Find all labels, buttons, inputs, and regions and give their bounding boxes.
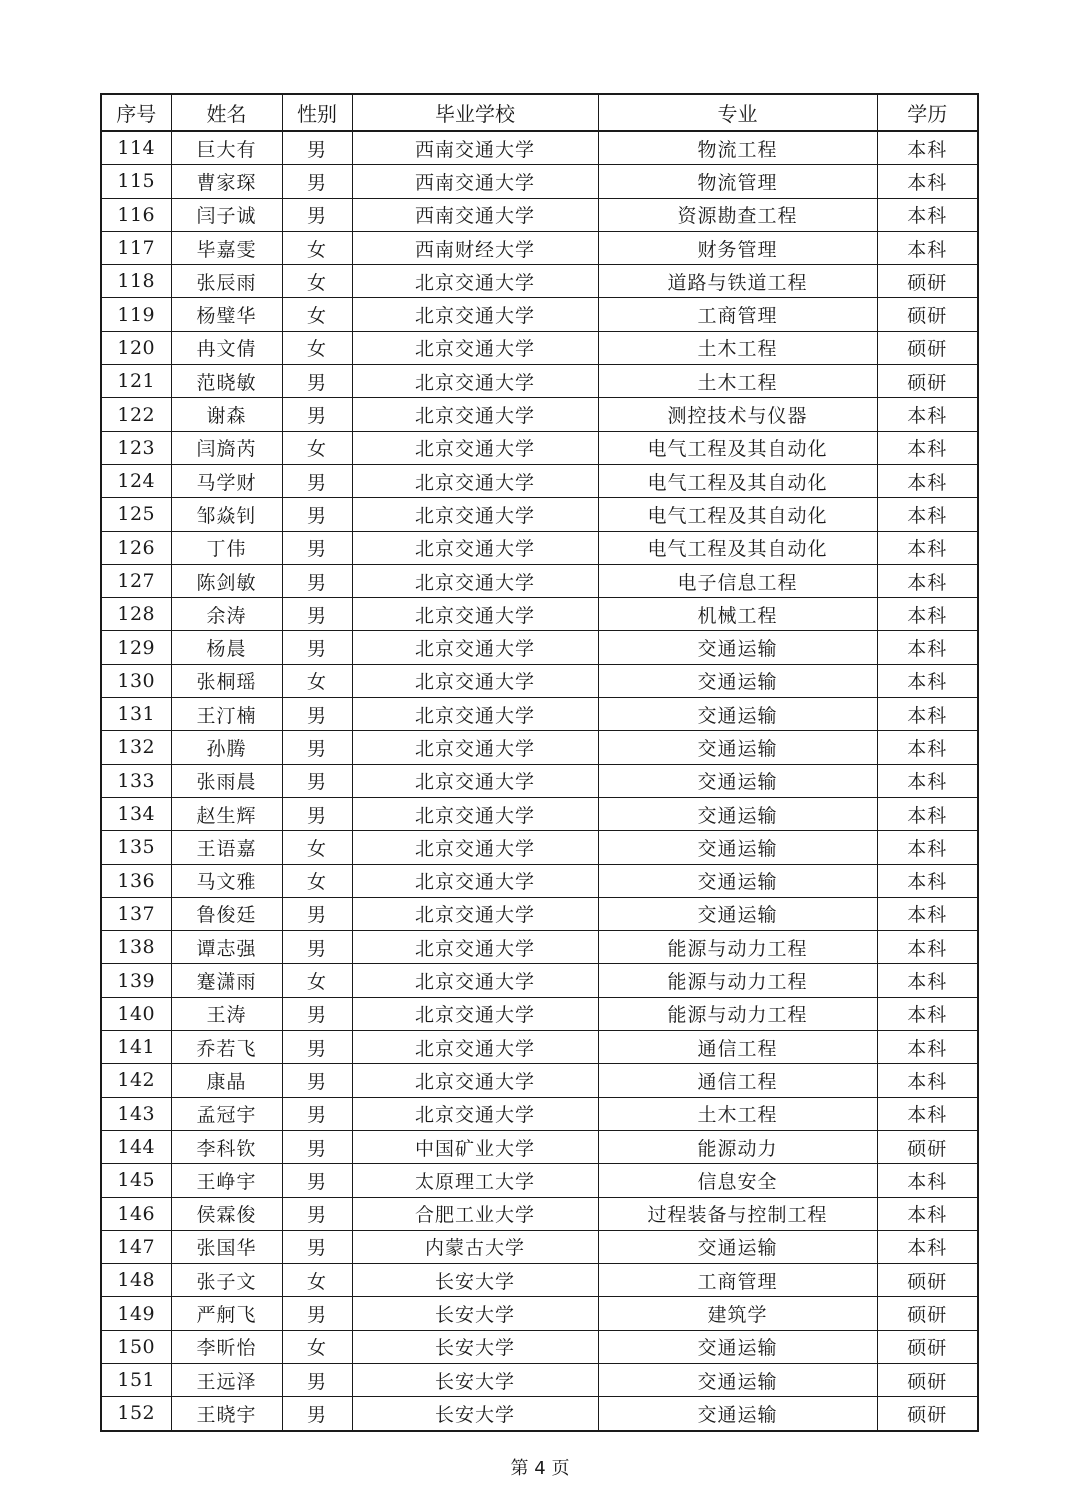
cell-degree: 硕研 bbox=[877, 298, 978, 331]
cell-gender: 男 bbox=[282, 1197, 352, 1230]
cell-degree: 本科 bbox=[877, 464, 978, 497]
cell-name: 闫子诚 bbox=[171, 198, 282, 231]
table-row bbox=[101, 131, 978, 165]
cell-degree: 本科 bbox=[877, 864, 978, 897]
header-gender: 性别 bbox=[282, 94, 352, 131]
cell-major: 过程装备与控制工程 bbox=[598, 1197, 877, 1230]
cell-serial-number: 136 bbox=[101, 864, 171, 897]
table-row bbox=[101, 631, 978, 664]
cell-name: 巨大有 bbox=[171, 131, 282, 165]
table-row bbox=[101, 864, 978, 897]
cell-degree: 本科 bbox=[877, 564, 978, 597]
cell-graduate-school: 北京交通大学 bbox=[352, 997, 598, 1030]
header-graduate-school: 毕业学校 bbox=[352, 94, 598, 131]
cell-serial-number: 120 bbox=[101, 331, 171, 364]
cell-degree: 本科 bbox=[877, 231, 978, 264]
cell-degree: 本科 bbox=[877, 1064, 978, 1097]
cell-serial-number: 114 bbox=[101, 131, 171, 165]
cell-name: 谭志强 bbox=[171, 931, 282, 964]
cell-major: 交通运输 bbox=[598, 698, 877, 731]
cell-gender: 男 bbox=[282, 997, 352, 1030]
cell-degree: 本科 bbox=[877, 831, 978, 864]
table-row bbox=[101, 1264, 978, 1297]
cell-major: 道路与铁道工程 bbox=[598, 265, 877, 298]
cell-serial-number: 116 bbox=[101, 198, 171, 231]
cell-major: 电子信息工程 bbox=[598, 564, 877, 597]
cell-serial-number: 128 bbox=[101, 598, 171, 631]
table-row bbox=[101, 598, 978, 631]
cell-major: 工商管理 bbox=[598, 1264, 877, 1297]
table-row bbox=[101, 231, 978, 264]
table-row bbox=[101, 1330, 978, 1363]
cell-major: 电气工程及其自动化 bbox=[598, 531, 877, 564]
cell-major: 资源勘查工程 bbox=[598, 198, 877, 231]
table-row bbox=[101, 464, 978, 497]
cell-gender: 男 bbox=[282, 1397, 352, 1431]
cell-name: 侯霖俊 bbox=[171, 1197, 282, 1230]
cell-gender: 女 bbox=[282, 231, 352, 264]
cell-degree: 本科 bbox=[877, 698, 978, 731]
cell-degree: 本科 bbox=[877, 498, 978, 531]
cell-degree: 硕研 bbox=[877, 1297, 978, 1330]
cell-graduate-school: 北京交通大学 bbox=[352, 864, 598, 897]
cell-degree: 本科 bbox=[877, 897, 978, 930]
cell-graduate-school: 长安大学 bbox=[352, 1330, 598, 1363]
cell-name: 李科钦 bbox=[171, 1130, 282, 1163]
cell-name: 闫旖芮 bbox=[171, 431, 282, 464]
table-row bbox=[101, 398, 978, 431]
table-row bbox=[101, 298, 978, 331]
cell-graduate-school: 北京交通大学 bbox=[352, 564, 598, 597]
cell-major: 电气工程及其自动化 bbox=[598, 464, 877, 497]
cell-graduate-school: 北京交通大学 bbox=[352, 631, 598, 664]
cell-major: 交通运输 bbox=[598, 864, 877, 897]
cell-degree: 本科 bbox=[877, 664, 978, 697]
cell-name: 杨晨 bbox=[171, 631, 282, 664]
cell-serial-number: 142 bbox=[101, 1064, 171, 1097]
cell-graduate-school: 西南财经大学 bbox=[352, 231, 598, 264]
cell-serial-number: 118 bbox=[101, 265, 171, 298]
cell-major: 能源与动力工程 bbox=[598, 997, 877, 1030]
cell-name: 余涛 bbox=[171, 598, 282, 631]
cell-degree: 本科 bbox=[877, 165, 978, 198]
cell-graduate-school: 北京交通大学 bbox=[352, 1031, 598, 1064]
cell-graduate-school: 北京交通大学 bbox=[352, 698, 598, 731]
cell-degree: 本科 bbox=[877, 631, 978, 664]
cell-graduate-school: 北京交通大学 bbox=[352, 464, 598, 497]
cell-degree: 本科 bbox=[877, 1230, 978, 1263]
cell-gender: 女 bbox=[282, 431, 352, 464]
cell-major: 交通运输 bbox=[598, 1397, 877, 1431]
header-name: 姓名 bbox=[171, 94, 282, 131]
table-row bbox=[101, 531, 978, 564]
cell-major: 能源动力 bbox=[598, 1130, 877, 1163]
cell-serial-number: 122 bbox=[101, 398, 171, 431]
cell-graduate-school: 中国矿业大学 bbox=[352, 1130, 598, 1163]
cell-major: 工商管理 bbox=[598, 298, 877, 331]
cell-graduate-school: 北京交通大学 bbox=[352, 365, 598, 398]
cell-degree: 硕研 bbox=[877, 365, 978, 398]
cell-graduate-school: 北京交通大学 bbox=[352, 1064, 598, 1097]
cell-name: 张桐瑶 bbox=[171, 664, 282, 697]
cell-name: 鲁俊廷 bbox=[171, 897, 282, 930]
cell-name: 马文雅 bbox=[171, 864, 282, 897]
cell-major: 电气工程及其自动化 bbox=[598, 431, 877, 464]
cell-graduate-school: 北京交通大学 bbox=[352, 531, 598, 564]
cell-graduate-school: 北京交通大学 bbox=[352, 831, 598, 864]
cell-degree: 本科 bbox=[877, 931, 978, 964]
cell-graduate-school: 合肥工业大学 bbox=[352, 1197, 598, 1230]
table-row bbox=[101, 997, 978, 1030]
cell-major: 物流管理 bbox=[598, 165, 877, 198]
cell-name: 王涛 bbox=[171, 997, 282, 1030]
cell-graduate-school: 北京交通大学 bbox=[352, 431, 598, 464]
table-row bbox=[101, 664, 978, 697]
cell-name: 邹焱钊 bbox=[171, 498, 282, 531]
cell-degree: 本科 bbox=[877, 764, 978, 797]
cell-graduate-school: 北京交通大学 bbox=[352, 964, 598, 997]
cell-degree: 本科 bbox=[877, 598, 978, 631]
cell-serial-number: 148 bbox=[101, 1264, 171, 1297]
cell-major: 交通运输 bbox=[598, 897, 877, 930]
cell-serial-number: 124 bbox=[101, 464, 171, 497]
cell-name: 范晓敏 bbox=[171, 365, 282, 398]
cell-gender: 女 bbox=[282, 1330, 352, 1363]
cell-major: 通信工程 bbox=[598, 1031, 877, 1064]
cell-gender: 女 bbox=[282, 1264, 352, 1297]
cell-name: 张雨晨 bbox=[171, 764, 282, 797]
cell-gender: 男 bbox=[282, 165, 352, 198]
cell-degree: 本科 bbox=[877, 198, 978, 231]
cell-serial-number: 129 bbox=[101, 631, 171, 664]
cell-name: 蹇潇雨 bbox=[171, 964, 282, 997]
cell-serial-number: 146 bbox=[101, 1197, 171, 1230]
cell-degree: 本科 bbox=[877, 731, 978, 764]
cell-gender: 男 bbox=[282, 464, 352, 497]
cell-graduate-school: 长安大学 bbox=[352, 1264, 598, 1297]
cell-serial-number: 137 bbox=[101, 897, 171, 930]
cell-gender: 男 bbox=[282, 498, 352, 531]
cell-major: 财务管理 bbox=[598, 231, 877, 264]
table-row bbox=[101, 931, 978, 964]
table-row bbox=[101, 1197, 978, 1230]
cell-major: 交通运输 bbox=[598, 831, 877, 864]
cell-degree: 本科 bbox=[877, 531, 978, 564]
cell-graduate-school: 北京交通大学 bbox=[352, 797, 598, 830]
table-row bbox=[101, 764, 978, 797]
page-number: 第 4 页 bbox=[510, 1458, 570, 1479]
cell-graduate-school: 长安大学 bbox=[352, 1297, 598, 1330]
table-row bbox=[101, 198, 978, 231]
table-row bbox=[101, 964, 978, 997]
cell-major: 能源与动力工程 bbox=[598, 964, 877, 997]
cell-name: 谢森 bbox=[171, 398, 282, 431]
cell-serial-number: 151 bbox=[101, 1363, 171, 1396]
cell-gender: 男 bbox=[282, 365, 352, 398]
cell-gender: 女 bbox=[282, 265, 352, 298]
cell-name: 李昕怡 bbox=[171, 1330, 282, 1363]
cell-serial-number: 135 bbox=[101, 831, 171, 864]
cell-name: 严舸飞 bbox=[171, 1297, 282, 1330]
cell-degree: 本科 bbox=[877, 964, 978, 997]
cell-major: 物流工程 bbox=[598, 131, 877, 165]
cell-serial-number: 143 bbox=[101, 1097, 171, 1130]
cell-major: 机械工程 bbox=[598, 598, 877, 631]
table-row bbox=[101, 797, 978, 830]
cell-major: 交通运输 bbox=[598, 731, 877, 764]
cell-name: 陈剑敏 bbox=[171, 564, 282, 597]
header-degree: 学历 bbox=[877, 94, 978, 131]
cell-degree: 本科 bbox=[877, 131, 978, 165]
cell-major: 能源与动力工程 bbox=[598, 931, 877, 964]
cell-gender: 男 bbox=[282, 631, 352, 664]
cell-gender: 男 bbox=[282, 131, 352, 165]
cell-name: 冉文倩 bbox=[171, 331, 282, 364]
cell-serial-number: 138 bbox=[101, 931, 171, 964]
cell-graduate-school: 北京交通大学 bbox=[352, 265, 598, 298]
table-row bbox=[101, 731, 978, 764]
cell-gender: 男 bbox=[282, 1064, 352, 1097]
cell-major: 交通运输 bbox=[598, 1363, 877, 1396]
cell-serial-number: 141 bbox=[101, 1031, 171, 1064]
cell-graduate-school: 北京交通大学 bbox=[352, 398, 598, 431]
cell-graduate-school: 北京交通大学 bbox=[352, 731, 598, 764]
cell-degree: 本科 bbox=[877, 398, 978, 431]
table-row bbox=[101, 1363, 978, 1396]
table-row bbox=[101, 1230, 978, 1263]
cell-graduate-school: 长安大学 bbox=[352, 1397, 598, 1431]
table-row bbox=[101, 431, 978, 464]
cell-degree: 硕研 bbox=[877, 1330, 978, 1363]
cell-gender: 女 bbox=[282, 298, 352, 331]
cell-gender: 女 bbox=[282, 664, 352, 697]
cell-graduate-school: 内蒙古大学 bbox=[352, 1230, 598, 1263]
table-row bbox=[101, 1164, 978, 1197]
cell-name: 乔若飞 bbox=[171, 1031, 282, 1064]
cell-degree: 本科 bbox=[877, 1097, 978, 1130]
cell-graduate-school: 北京交通大学 bbox=[352, 931, 598, 964]
cell-name: 王语嘉 bbox=[171, 831, 282, 864]
cell-graduate-school: 北京交通大学 bbox=[352, 897, 598, 930]
cell-degree: 硕研 bbox=[877, 1130, 978, 1163]
cell-serial-number: 126 bbox=[101, 531, 171, 564]
table-row bbox=[101, 698, 978, 731]
cell-name: 王远泽 bbox=[171, 1363, 282, 1396]
table-row bbox=[101, 1031, 978, 1064]
cell-name: 王汀楠 bbox=[171, 698, 282, 731]
cell-gender: 男 bbox=[282, 698, 352, 731]
table-row bbox=[101, 1097, 978, 1130]
cell-major: 电气工程及其自动化 bbox=[598, 498, 877, 531]
cell-name: 孟冠宇 bbox=[171, 1097, 282, 1130]
cell-major: 建筑学 bbox=[598, 1297, 877, 1330]
table-row bbox=[101, 1064, 978, 1097]
table-row bbox=[101, 1130, 978, 1163]
cell-gender: 男 bbox=[282, 198, 352, 231]
cell-gender: 男 bbox=[282, 1031, 352, 1064]
cell-gender: 男 bbox=[282, 1230, 352, 1263]
cell-gender: 男 bbox=[282, 1363, 352, 1396]
cell-graduate-school: 北京交通大学 bbox=[352, 664, 598, 697]
header-major: 专业 bbox=[598, 94, 877, 131]
cell-degree: 本科 bbox=[877, 997, 978, 1030]
cell-graduate-school: 西南交通大学 bbox=[352, 165, 598, 198]
cell-gender: 男 bbox=[282, 764, 352, 797]
cell-graduate-school: 北京交通大学 bbox=[352, 331, 598, 364]
cell-major: 交通运输 bbox=[598, 764, 877, 797]
cell-name: 曹家琛 bbox=[171, 165, 282, 198]
cell-name: 杨璧华 bbox=[171, 298, 282, 331]
cell-gender: 男 bbox=[282, 931, 352, 964]
cell-major: 土木工程 bbox=[598, 1097, 877, 1130]
header-serial-number: 序号 bbox=[101, 94, 171, 131]
cell-degree: 硕研 bbox=[877, 1264, 978, 1297]
cell-gender: 男 bbox=[282, 1164, 352, 1197]
cell-major: 交通运输 bbox=[598, 797, 877, 830]
cell-serial-number: 139 bbox=[101, 964, 171, 997]
cell-gender: 男 bbox=[282, 1130, 352, 1163]
cell-serial-number: 131 bbox=[101, 698, 171, 731]
cell-degree: 硕研 bbox=[877, 1363, 978, 1396]
cell-name: 王峥宇 bbox=[171, 1164, 282, 1197]
table-row bbox=[101, 1297, 978, 1330]
cell-serial-number: 133 bbox=[101, 764, 171, 797]
cell-graduate-school: 北京交通大学 bbox=[352, 598, 598, 631]
cell-serial-number: 144 bbox=[101, 1130, 171, 1163]
cell-graduate-school: 北京交通大学 bbox=[352, 1097, 598, 1130]
cell-graduate-school: 西南交通大学 bbox=[352, 131, 598, 165]
cell-serial-number: 119 bbox=[101, 298, 171, 331]
cell-gender: 男 bbox=[282, 398, 352, 431]
cell-serial-number: 134 bbox=[101, 797, 171, 830]
cell-degree: 本科 bbox=[877, 797, 978, 830]
cell-degree: 本科 bbox=[877, 1164, 978, 1197]
cell-graduate-school: 长安大学 bbox=[352, 1363, 598, 1396]
cell-name: 丁伟 bbox=[171, 531, 282, 564]
cell-gender: 男 bbox=[282, 564, 352, 597]
cell-gender: 男 bbox=[282, 598, 352, 631]
cell-name: 孙腾 bbox=[171, 731, 282, 764]
cell-serial-number: 150 bbox=[101, 1330, 171, 1363]
cell-gender: 男 bbox=[282, 531, 352, 564]
cell-serial-number: 125 bbox=[101, 498, 171, 531]
cell-graduate-school: 西南交通大学 bbox=[352, 198, 598, 231]
cell-gender: 女 bbox=[282, 864, 352, 897]
cell-major: 土木工程 bbox=[598, 331, 877, 364]
cell-serial-number: 117 bbox=[101, 231, 171, 264]
cell-gender: 女 bbox=[282, 331, 352, 364]
cell-degree: 硕研 bbox=[877, 1397, 978, 1431]
table-row bbox=[101, 331, 978, 364]
table-row bbox=[101, 498, 978, 531]
cell-graduate-school: 太原理工大学 bbox=[352, 1164, 598, 1197]
table-row bbox=[101, 165, 978, 198]
table-row bbox=[101, 831, 978, 864]
cell-name: 马学财 bbox=[171, 464, 282, 497]
cell-major: 通信工程 bbox=[598, 1064, 877, 1097]
table-row bbox=[101, 365, 978, 398]
cell-graduate-school: 北京交通大学 bbox=[352, 298, 598, 331]
cell-name: 张国华 bbox=[171, 1230, 282, 1263]
table-header-row bbox=[101, 94, 978, 131]
cell-major: 交通运输 bbox=[598, 1230, 877, 1263]
cell-name: 赵生辉 bbox=[171, 797, 282, 830]
cell-degree: 本科 bbox=[877, 431, 978, 464]
cell-major: 交通运输 bbox=[598, 664, 877, 697]
cell-gender: 男 bbox=[282, 797, 352, 830]
cell-serial-number: 152 bbox=[101, 1397, 171, 1431]
table-row bbox=[101, 564, 978, 597]
cell-serial-number: 147 bbox=[101, 1230, 171, 1263]
cell-graduate-school: 北京交通大学 bbox=[352, 764, 598, 797]
cell-serial-number: 127 bbox=[101, 564, 171, 597]
cell-degree: 硕研 bbox=[877, 331, 978, 364]
cell-serial-number: 115 bbox=[101, 165, 171, 198]
cell-gender: 男 bbox=[282, 1297, 352, 1330]
cell-gender: 女 bbox=[282, 831, 352, 864]
cell-gender: 男 bbox=[282, 897, 352, 930]
cell-major: 测控技术与仪器 bbox=[598, 398, 877, 431]
cell-serial-number: 149 bbox=[101, 1297, 171, 1330]
cell-name: 张子文 bbox=[171, 1264, 282, 1297]
cell-serial-number: 123 bbox=[101, 431, 171, 464]
table-row bbox=[101, 897, 978, 930]
cell-degree: 本科 bbox=[877, 1031, 978, 1064]
cell-name: 康晶 bbox=[171, 1064, 282, 1097]
cell-gender: 男 bbox=[282, 1097, 352, 1130]
cell-gender: 女 bbox=[282, 964, 352, 997]
cell-major: 交通运输 bbox=[598, 631, 877, 664]
cell-serial-number: 130 bbox=[101, 664, 171, 697]
table-row bbox=[101, 265, 978, 298]
cell-degree: 硕研 bbox=[877, 265, 978, 298]
cell-serial-number: 121 bbox=[101, 365, 171, 398]
table-row bbox=[101, 1397, 978, 1431]
cell-serial-number: 145 bbox=[101, 1164, 171, 1197]
cell-name: 张辰雨 bbox=[171, 265, 282, 298]
cell-degree: 本科 bbox=[877, 1197, 978, 1230]
cell-serial-number: 140 bbox=[101, 997, 171, 1030]
roster-table bbox=[100, 93, 979, 1432]
cell-major: 土木工程 bbox=[598, 365, 877, 398]
cell-name: 毕嘉雯 bbox=[171, 231, 282, 264]
cell-gender: 男 bbox=[282, 731, 352, 764]
table-body bbox=[101, 131, 978, 1431]
cell-serial-number: 132 bbox=[101, 731, 171, 764]
cell-name: 王晓宇 bbox=[171, 1397, 282, 1431]
cell-major: 交通运输 bbox=[598, 1330, 877, 1363]
cell-major: 信息安全 bbox=[598, 1164, 877, 1197]
cell-graduate-school: 北京交通大学 bbox=[352, 498, 598, 531]
